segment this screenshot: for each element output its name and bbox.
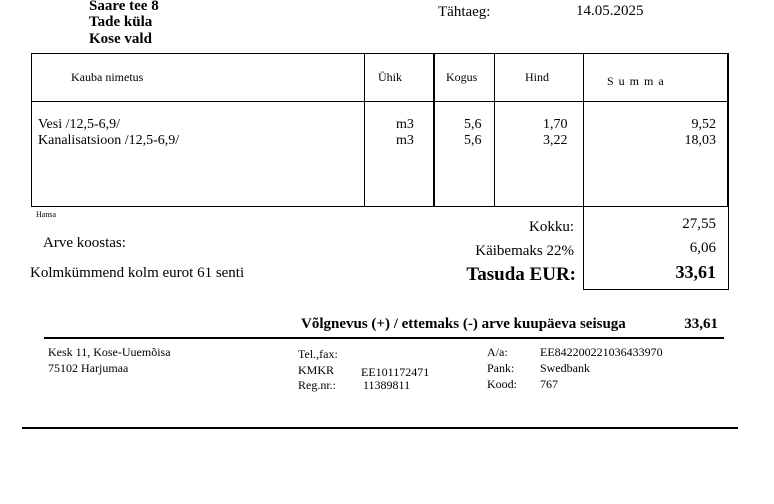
row2-price: 3,22	[543, 133, 568, 148]
col-divider-price	[494, 53, 495, 206]
vat-label: Käibemaks 22%	[475, 243, 574, 259]
footer-bank-value: Swedbank	[540, 361, 590, 375]
row2-sum: 18,03	[684, 133, 716, 148]
customer-address-line1: Saare tee 8	[89, 0, 159, 14]
row2-qty: 5,6	[464, 133, 482, 148]
footer-kmkr-label: KMKR	[298, 363, 335, 377]
footer-reg-label: Reg.nr.:	[298, 378, 336, 392]
due-date-label: Tähtaeg:	[438, 4, 491, 20]
footer-code-value: 767	[540, 377, 558, 391]
page-bottom-rule	[22, 427, 738, 429]
customer-address-line3: Kose vald	[89, 31, 152, 47]
header-sum: S u m m a	[607, 74, 665, 88]
balance-value: 33,61	[684, 316, 718, 332]
balance-label: Võlgnevus (+) / ettemaks (-) arve kuupäeva seisuga	[301, 316, 626, 332]
balance-rule	[44, 337, 724, 339]
amount-in-words: Kolmkümmend kolm eurot 61 senti	[30, 265, 245, 281]
subtotal-value: 27,55	[682, 216, 716, 232]
vat-value: 6,06	[689, 240, 716, 256]
row1-price: 1,70	[543, 117, 568, 132]
footer-kmkr-value: EE101172471	[361, 365, 430, 379]
header-unit: Ühik	[378, 70, 402, 84]
customer-address-line2: Tade küla	[89, 14, 153, 30]
footer-account-value: EE842200221036433970	[540, 345, 663, 359]
subtotal-label: Kokku:	[529, 219, 574, 235]
col-divider-qty-double	[434, 53, 435, 206]
col-divider-unit	[364, 53, 365, 206]
row1-sum: 9,52	[691, 117, 716, 132]
header-price: Hind	[525, 70, 549, 84]
composer-label: Arve koostas:	[43, 235, 126, 251]
pay-value: 33,61	[675, 262, 716, 282]
row1-qty: 5,6	[464, 117, 482, 132]
pay-label: Tasuda EUR:	[466, 264, 576, 285]
software-tag: Hansa	[36, 210, 56, 219]
footer-code-label: Kood:	[487, 377, 517, 391]
header-qty: Kogus	[446, 70, 478, 84]
footer-tel-label: Tel.,fax:	[298, 347, 338, 361]
table-bottom-line	[31, 206, 728, 207]
row2-name: Kanalisatsioon /12,5-6,9/	[38, 133, 180, 148]
row1-name: Vesi /12,5-6,9/	[38, 117, 121, 132]
due-date-value: 14.05.2025	[576, 3, 644, 19]
footer-bank-label: Pank:	[487, 361, 515, 375]
footer-address1: Kesk 11, Kose-Uuemõisa	[48, 345, 171, 359]
header-item-name: Kauba nimetus	[71, 70, 144, 84]
row1-unit: m3	[396, 117, 414, 132]
footer-address2: 75102 Harjumaa	[48, 361, 129, 375]
row2-unit: m3	[396, 133, 414, 148]
footer-account-label: A/a:	[487, 345, 508, 359]
footer-reg-value: 11389811	[363, 378, 411, 392]
